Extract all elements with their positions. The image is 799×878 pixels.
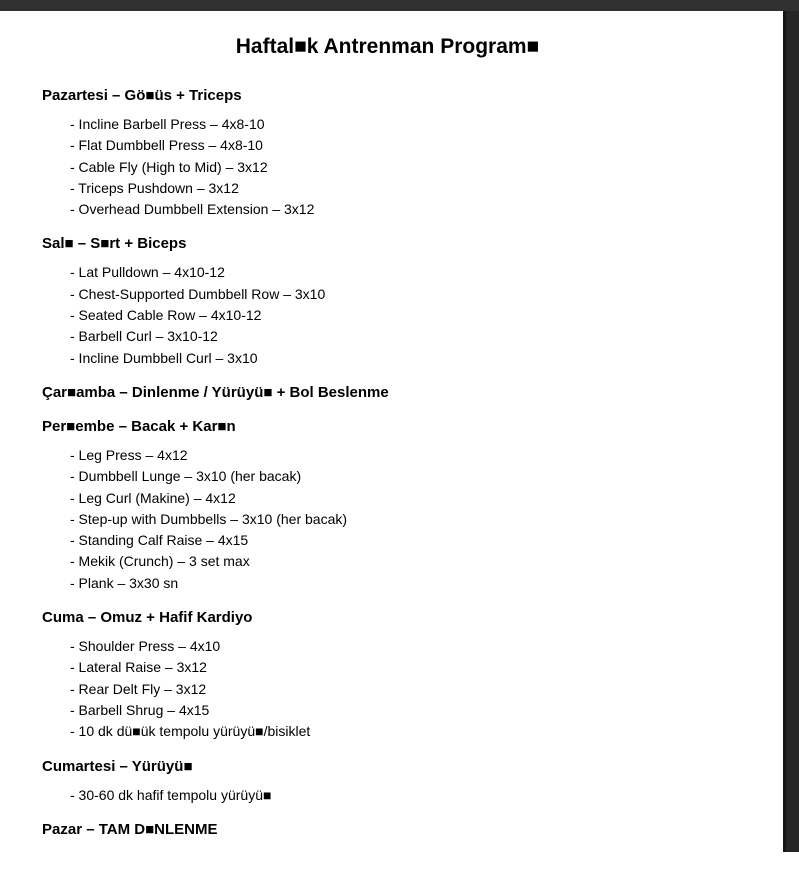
exercise-item: - Leg Curl (Makine) – 4x12 [70,489,236,506]
day-heading: Per■embe – Bacak + Kar■n [42,417,236,435]
exercise-item: - Dumbbell Lunge – 3x10 (her bacak) [70,468,302,485]
exercise-item: - Lat Pulldown – 4x10-12 [70,264,225,281]
page-title: Haftal■k Antrenman Program■ [235,35,540,58]
exercise-item: - Step-up with Dumbbells – 3x10 (her bacak) [70,510,348,527]
day-section [42,757,733,806]
day-section [42,417,733,594]
exercise-list [42,636,733,742]
exercise-item: - Mekik (Crunch) – 3 set max [70,553,250,570]
exercise-item: - Seated Cable Row – 4x10-12 [70,307,262,324]
exercise-item: - Incline Barbell Press – 4x8-10 [70,116,265,132]
exercise-item: - Lateral Raise – 3x12 [70,659,207,676]
day-section [42,86,733,220]
exercise-item: - Rear Delt Fly – 3x12 [70,680,207,697]
exercise-item: - Barbell Shrug – 4x15 [70,701,210,718]
exercise-item: - Triceps Pushdown – 3x12 [70,179,239,196]
day-section [42,383,733,403]
day-heading: Pazartesi – Gö■üs + Triceps [42,87,242,104]
exercise-item: - Leg Press – 4x12 [70,446,188,463]
day-heading: Pazar – TAM D■NLENME [42,820,218,838]
day-heading: Cuma – Omuz + Hafif Kardiyo [42,609,253,627]
day-section [42,608,733,742]
exercise-item: - Shoulder Press – 4x10 [70,638,221,655]
day-heading: Çar■amba – Dinlenme / Yürüyü■ + Bol Beslenme [42,383,389,401]
sections-container [42,72,733,848]
exercise-item: - Flat Dumbbell Press – 4x8-10 [70,137,263,154]
day-heading: Cumartesi – Yürüyü■ [42,757,193,775]
day-section [42,820,733,840]
exercise-list [42,445,733,594]
document-page [0,11,783,878]
exercise-item: - Standing Calf Raise – 4x15 [70,532,249,549]
day-section [42,234,733,368]
viewer-top-bar [0,0,799,11]
exercise-list [42,785,733,806]
exercise-list [42,114,733,220]
exercise-item: - Chest-Supported Dumbbell Row – 3x10 [70,285,326,302]
exercise-item: - Cable Fly (High to Mid) – 3x12 [70,158,268,175]
exercise-item: - Plank – 3x30 sn [70,574,179,591]
day-heading: Sal■ – S■rt + Biceps [42,235,187,253]
exercise-item: - Overhead Dumbbell Extension – 3x12 [70,201,315,218]
exercise-item: - Barbell Curl – 3x10-12 [70,328,218,345]
exercise-item: - 10 dk dü■ük tempolu yürüyü■/bisiklet [70,723,311,740]
exercise-item: - Incline Dumbbell Curl – 3x10 [70,349,258,366]
exercise-item: - 30-60 dk hafif tempolu yürüyü■ [70,786,272,803]
viewer-right-background [783,0,799,852]
exercise-list [42,262,733,368]
